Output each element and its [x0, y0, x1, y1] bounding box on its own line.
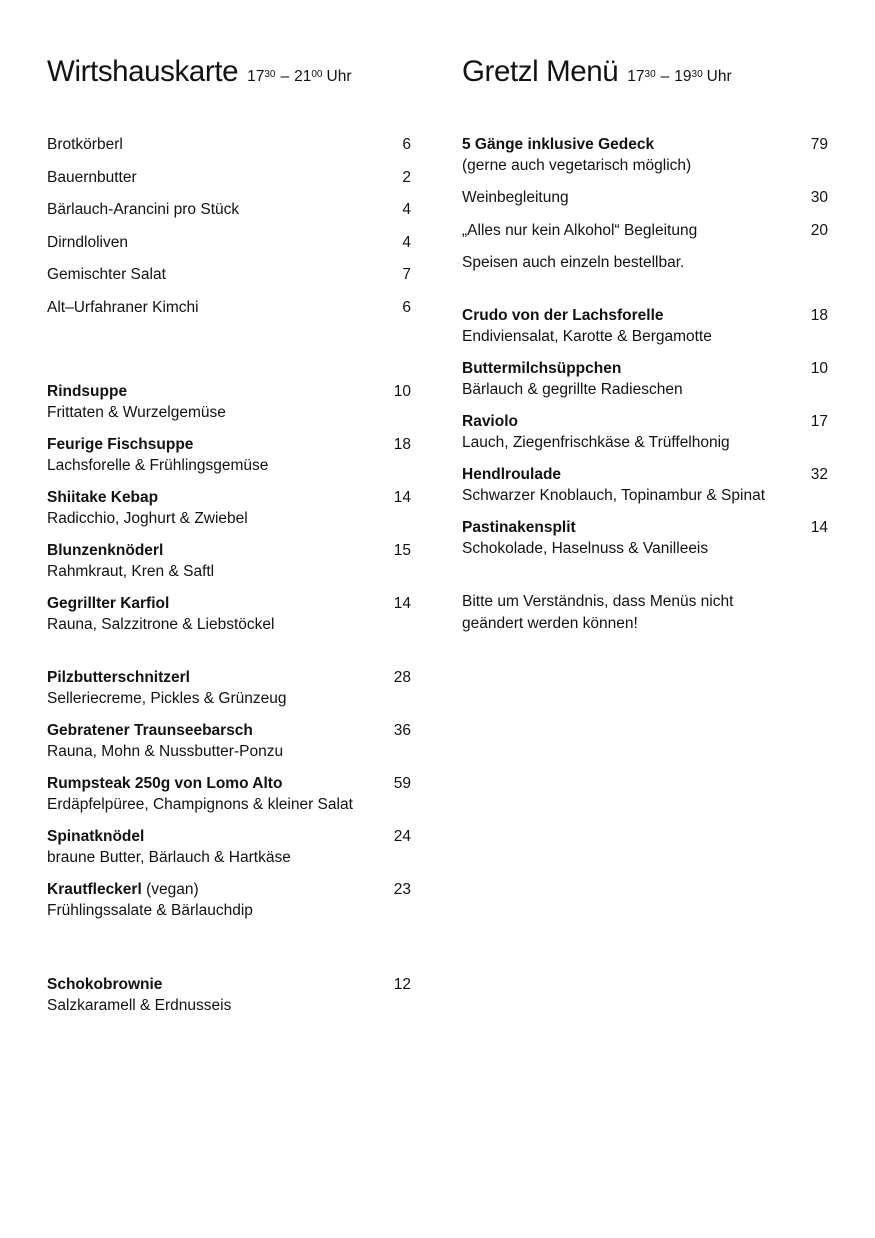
item-price: 18: [393, 435, 411, 453]
item-description: Endiviensalat, Karotte & Bergamotte: [462, 328, 712, 345]
hours-from-minutes: 30: [264, 68, 276, 80]
item-description: Lachsforelle & Frühlingsgemüse: [47, 456, 269, 474]
courses-section: [462, 305, 828, 559]
menu-item: [47, 974, 411, 1016]
hours-dash: –: [280, 68, 290, 85]
item-row: [47, 720, 411, 741]
item-name: Gegrillter Karfiol: [47, 594, 170, 612]
item-price: 30: [810, 189, 828, 206]
item-price: 20: [810, 221, 828, 239]
item-description: Rauna, Salzzitrone & Liebstöckel: [47, 615, 275, 633]
item-row: [47, 826, 411, 847]
item-name: Dirndloliven: [47, 233, 128, 251]
item-price: 14: [810, 519, 828, 536]
item-description: Bärlauch & gegrillte Radieschen: [462, 381, 683, 398]
menu-item: [47, 540, 411, 582]
menu-item: [462, 220, 828, 241]
item-row: [47, 434, 411, 455]
item-price: 23: [393, 880, 411, 898]
item-price: 10: [393, 382, 411, 400]
menu-item: [462, 517, 828, 559]
menu-item: [462, 411, 828, 453]
item-name: Crudo von der Lachsforelle: [462, 307, 664, 324]
hours-from-minutes: 30: [644, 68, 656, 80]
item-row: [47, 167, 411, 188]
item-description: Erdäpfelpüree, Champignons & kleiner Salat: [47, 795, 353, 813]
item-description: Selleriecreme, Pickles & Grünzeug: [47, 689, 287, 707]
item-name: Alt–Urfahraner Kimchi: [47, 298, 199, 316]
no-changes-footnote: Bitte um Verständnis, dass Menüs nicht geändert werden können!: [462, 593, 734, 632]
item-name: Spinatknödel: [47, 827, 145, 845]
item-row: [47, 381, 411, 402]
item-row: [47, 540, 411, 561]
item-row: [462, 464, 828, 485]
item-description: Schokolade, Haselnuss & Vanilleeis: [462, 540, 709, 557]
item-name: 5 Gänge inklusive Gedeck: [462, 136, 655, 153]
page-title-gretzl-menu: Gretzl Menü: [462, 55, 619, 88]
menu-item: [462, 187, 828, 208]
item-name: Buttermilchsüppchen: [462, 360, 622, 377]
wirtshauskarte-column: [47, 55, 411, 1027]
menu-item: [47, 593, 411, 635]
menu-item: [47, 879, 411, 921]
item-row: [462, 220, 828, 241]
item-price: 7: [402, 266, 411, 283]
item-price: 2: [402, 168, 411, 186]
item-price: 14: [393, 488, 411, 506]
item-row: [47, 879, 411, 900]
item-description: (gerne auch vegetarisch möglich): [462, 157, 692, 174]
item-price: 6: [402, 136, 411, 153]
item-price: 17: [810, 413, 828, 430]
menu-item: [47, 773, 411, 815]
starters-section: [47, 381, 411, 635]
hours-to-hour: 21: [294, 68, 312, 85]
mains-section: [47, 667, 411, 921]
menu-item: [462, 305, 828, 347]
item-name: Gemischter Salat: [47, 266, 166, 283]
single-order-note: Speisen auch einzeln bestellbar.: [462, 254, 685, 271]
hours-suffix: Uhr: [706, 68, 732, 85]
menu-item: [47, 167, 411, 188]
menu-item: [47, 264, 411, 285]
item-name: Hendlroulade: [462, 466, 562, 483]
opening-hours-gretzl-menu: [627, 68, 731, 86]
hours-from-hour: 17: [627, 68, 645, 85]
item-price: 10: [810, 360, 828, 377]
item-row: [47, 593, 411, 614]
item-row: [462, 517, 828, 538]
item-row: [47, 232, 411, 253]
item-row: [47, 773, 411, 794]
hours-dash: –: [660, 68, 670, 85]
item-price: 15: [393, 541, 411, 559]
item-row: [462, 305, 828, 326]
item-row: [47, 487, 411, 508]
menu-item: [462, 358, 828, 400]
item-name: Brotkörberl: [47, 136, 123, 153]
item-name: Bauernbutter: [47, 168, 137, 186]
menu-item: [47, 199, 411, 220]
item-description: Radicchio, Joghurt & Zwiebel: [47, 509, 248, 527]
item-row: [462, 134, 828, 155]
item-name: Shiitake Kebap: [47, 488, 159, 506]
item-row: [47, 134, 411, 155]
hours-to-minutes: 30: [691, 68, 703, 80]
item-name: „Alles nur kein Alkohol“ Begleitung: [462, 221, 698, 239]
item-name: Blunzenknöderl: [47, 541, 164, 559]
menu-item: [47, 434, 411, 476]
hours-suffix: Uhr: [326, 68, 352, 85]
menu-item: [47, 487, 411, 529]
item-price: 28: [393, 668, 411, 686]
wirtshauskarte-header: [47, 55, 411, 89]
item-price: 6: [402, 298, 411, 316]
item-row: [47, 974, 411, 995]
item-description: Salzkaramell & Erdnusseis: [47, 996, 232, 1014]
item-description: Schwarzer Knoblauch, Topinambur & Spinat: [462, 487, 765, 504]
item-name-main: Krautfleckerl: [47, 880, 142, 898]
menu-item: [47, 297, 411, 318]
menu-item: [47, 667, 411, 709]
item-price: 59: [393, 774, 411, 792]
menu-item: [47, 381, 411, 423]
item-description: Rauna, Mohn & Nussbutter-Ponzu: [47, 742, 284, 760]
item-name: Gebratener Traunseebarsch: [47, 721, 253, 739]
item-name: Feurige Fischsuppe: [47, 435, 194, 453]
item-name: Pastinakensplit: [462, 519, 576, 536]
item-row: [47, 297, 411, 318]
item-price: 36: [393, 721, 411, 739]
item-name: Rindsuppe: [47, 382, 128, 400]
item-row: [462, 358, 828, 379]
item-description: Lauch, Ziegenfrischkäse & Trüffelhonig: [462, 434, 730, 451]
item-name: Rumpsteak 250g von Lomo Alto: [47, 774, 283, 792]
item-description: Frittaten & Wurzelgemüse: [47, 403, 226, 421]
item-price: 18: [810, 307, 828, 324]
item-price: 24: [393, 827, 411, 845]
item-name: [47, 879, 199, 900]
opening-hours-wirtshauskarte: [247, 68, 351, 86]
item-price: 4: [402, 201, 411, 218]
page-title-wirtshauskarte: Wirtshauskarte: [47, 55, 239, 88]
hours-from-hour: 17: [247, 68, 265, 85]
menu-info-section: [462, 134, 828, 273]
menu-item: [47, 134, 411, 155]
item-description: braune Butter, Bärlauch & Hartkäse: [47, 848, 291, 866]
menu-item: [47, 826, 411, 868]
item-name: Pilzbutterschnitzerl: [47, 668, 190, 686]
item-name-suffix: (vegan): [141, 880, 199, 898]
dessert-section: [47, 974, 411, 1016]
snacks-section: [47, 134, 411, 318]
menu-item: [47, 720, 411, 762]
gretzl-menu-column: [462, 55, 828, 634]
item-name: Schokobrownie: [47, 975, 163, 993]
item-price: 32: [810, 466, 828, 483]
item-name: Bärlauch-Arancini pro Stück: [47, 201, 240, 218]
item-price: 79: [810, 136, 828, 153]
gretzl-menu-header: [462, 55, 828, 89]
item-name: Raviolo: [462, 413, 518, 430]
item-description: Frühlingssalate & Bärlauchdip: [47, 901, 253, 919]
item-price: 12: [393, 975, 411, 993]
item-row: [47, 199, 411, 220]
item-description: Rahmkraut, Kren & Saftl: [47, 562, 215, 580]
item-price: 4: [402, 233, 411, 251]
menu-item: [47, 232, 411, 253]
hours-to-minutes: 00: [311, 68, 323, 80]
hours-to-hour: 19: [674, 68, 692, 85]
item-row: [462, 187, 828, 208]
item-row: [47, 667, 411, 688]
item-row: [47, 264, 411, 285]
item-price: 14: [393, 594, 411, 612]
menu-item: [462, 464, 828, 506]
menu-item: [462, 134, 828, 176]
item-row: [462, 411, 828, 432]
item-name: Weinbegleitung: [462, 189, 569, 206]
